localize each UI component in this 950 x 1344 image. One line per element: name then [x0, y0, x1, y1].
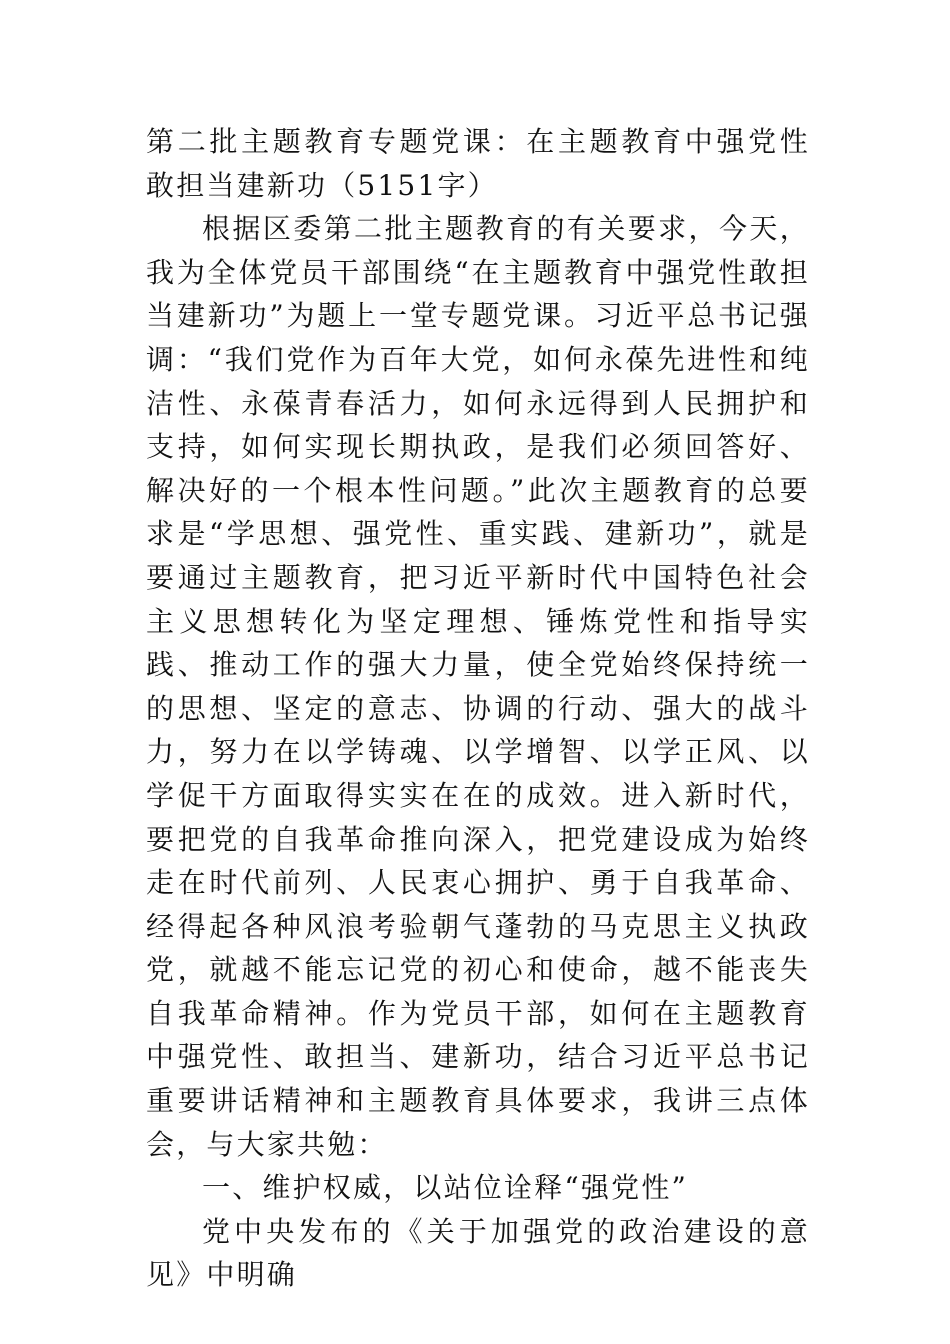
section-heading: 一、维护权威，以站位诠释“强党性” — [202, 1171, 689, 1205]
section-paragraph: 党中央发布的《关于加强党的政治建设的意见》中明确 — [146, 1214, 810, 1292]
document-title: 第二批主题教育专题党课：在主题教育中强党性敢担当建新功（5151字） — [146, 125, 810, 202]
document-body — [146, 120, 810, 1297]
intro-paragraph: 根据区委第二批主题教育的有关要求，今天，我为全体党员干部围绕“在主题教育中强党性敢担当建新功”为题上一堂专题党课。习近平总书记强调：“我们党作为百年大党，如何永葆先进性和纯洁性、永葆青春活力，如何永远得到人民拥护和支持，如何实现长期执政，是我们必须回答好、解决好的一个根本性问题。”此次主题教育的总要求是“学思想、强党性、重实践、建新功”，就是要通过主题教育，把习近平新时代中国特色社会主义思想转化为坚定理想、锤炼党性和指导实践、推动工作的强大力量，使全党始终保持统一的思想、坚定的意志、协调的行动、强大的战斗力，努力在以学铸魂、以学增智、以学正风、以学促干方面取得实实在在的成效。进入新时代，要把党的自我革命推向深入，把党建设成为始终走在时代前列、人民衷心拥护、勇于自我革命、经得起各种风浪考验朝气蓬勃的马克思主义执政党，就越不能忘记党的初心和使命，越不能丧失自我革命精神。作为党员干部，如何在主题教育中强党性、敢担当、建新功，结合习近平总书记重要讲话精神和主题教育具体要求，我讲三点体会，与大家共勉： — [146, 212, 811, 1161]
